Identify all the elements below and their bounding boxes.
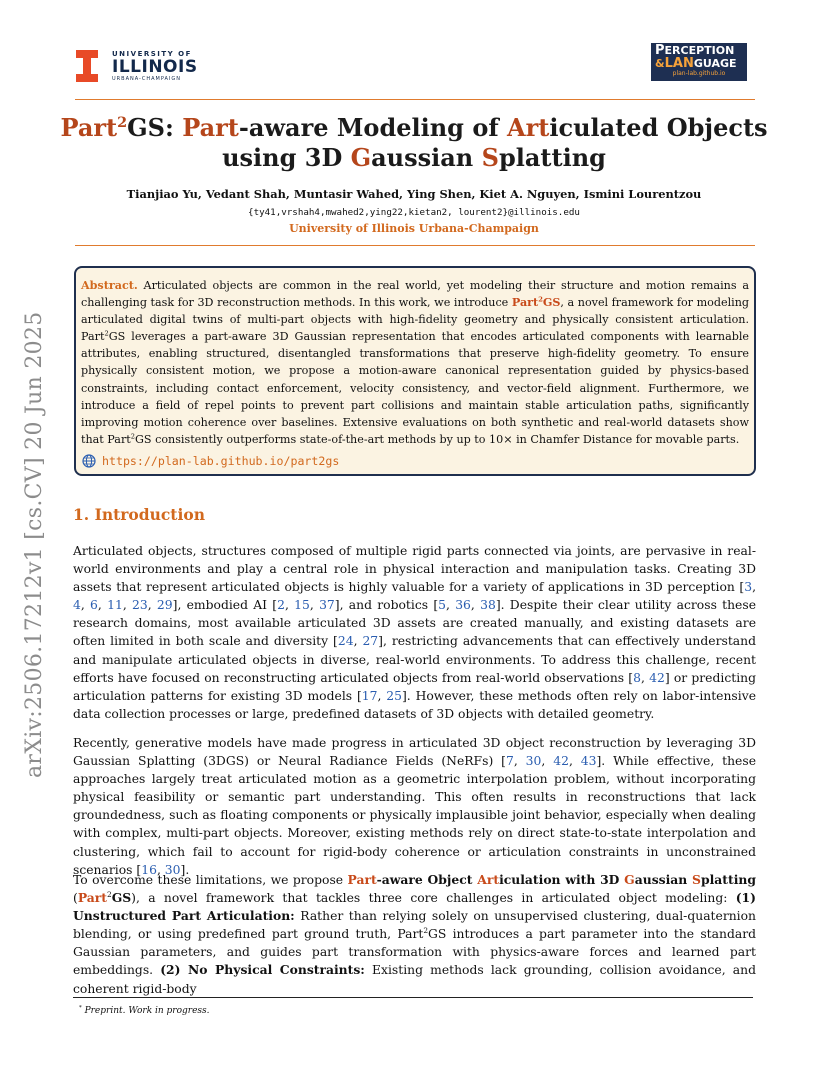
footnote: * Preprint. Work in progress. — [79, 1005, 210, 1016]
highlighted-text: Part — [347, 872, 377, 887]
paragraph-text: , — [353, 634, 363, 649]
paragraph-text: ] or predicting articulation patterns for existing 3D models [ — [73, 670, 756, 703]
abstract-label: Abstract. — [81, 279, 138, 292]
arxiv-identifier[interactable]: arXiv:2506.17212v1 [cs.CV] 20 Jun 2025 — [22, 311, 47, 778]
bold-text: platting — [700, 872, 756, 887]
citation-link[interactable]: 42 — [553, 754, 569, 769]
author-emails[interactable]: {ty41,vrshah4,mwahed2,ying22,kietan2, lourent2}@illinois.edu — [248, 207, 580, 218]
paragraph-text: , — [309, 598, 320, 613]
highlighted-text: Art — [477, 872, 500, 887]
uiuc-line3: URBANA-CHAMPAIGN — [112, 76, 182, 82]
uiuc-line1: UNIVERSITY OF — [112, 50, 192, 58]
paragraph-text: ), a novel framework that tackles three core challenges in articulated object modeling: — [131, 891, 736, 906]
paragraph-text: ], and robotics [ — [334, 598, 439, 613]
citation-link[interactable]: 36 — [455, 598, 471, 613]
citation-link[interactable]: 42 — [649, 670, 665, 685]
block-i-icon — [76, 50, 98, 82]
paragraph-text: , — [147, 598, 157, 613]
university-of-illinois-logo — [76, 48, 216, 88]
bold-text: (2) No Physical Constraints: — [160, 962, 365, 978]
citation-link[interactable]: 17 — [361, 688, 378, 703]
citation-link[interactable]: 2 — [277, 598, 285, 613]
citation-link[interactable]: 11 — [107, 598, 123, 613]
uiuc-wordmark — [112, 50, 198, 82]
citation-link[interactable]: 3 — [744, 580, 753, 595]
paragraph-text: , — [541, 754, 554, 769]
citation-link[interactable]: 29 — [156, 598, 173, 613]
paragraph-text: ]. However, these methods often rely on labor-intensive data collection processes or large, predefined datasets of 3D objects with detailed geometry. — [73, 688, 756, 721]
intro-paragraph-1 — [73, 542, 756, 723]
citation-link[interactable]: 24 — [337, 634, 354, 649]
globe-icon — [82, 454, 96, 468]
citation-link[interactable]: 4 — [73, 598, 81, 613]
citation-link[interactable]: 27 — [362, 634, 379, 649]
paragraph-text: , — [470, 598, 481, 613]
project-url-link[interactable] — [82, 454, 339, 468]
paragraph-text: Recently, generative models have made progress in articulated 3D object reconstruction by leveraging 3D Gaussian Splatting (3DGS) or Neural Radiance Fields (NeRFs) [ — [73, 736, 756, 769]
highlighted-text: G — [624, 872, 635, 887]
paragraph-text: GS introduces a part parameter into the standard Gaussian parameters, and guides part transformation with physics-aware forces and learned part embeddings. — [73, 927, 757, 978]
paragraph-text: , — [513, 754, 526, 769]
paragraph-text: Articulated objects, structures composed of multiple rigid parts connected via joints, are pervasive in real-world environments and play a central role in physical interaction and manipulation tasks. Creating 3D assets that represent articulated objects is highly valuable for a variety of applications in 3D perception [ — [73, 544, 756, 595]
citation-link[interactable]: 8 — [633, 670, 641, 685]
paragraph-text: , — [80, 598, 91, 613]
superscript: 2 — [106, 889, 112, 899]
paragraph-text: , — [97, 598, 108, 613]
pl-logo-line1: PERCEPTION — [655, 43, 735, 58]
paragraph-text: Existing methods lack grounding, collision avoidance, and coherent rigid-body — [73, 963, 756, 996]
highlighted-text: Part — [77, 890, 107, 906]
citation-link[interactable]: 7 — [505, 754, 514, 769]
superscript: 2 — [423, 926, 429, 936]
paragraph-text: , — [446, 598, 456, 613]
highlighted-text: S — [692, 872, 701, 887]
bold-text: GS — [111, 890, 132, 906]
header-divider — [75, 99, 755, 100]
abstract-text: Abstract. Articulated objects are common in the real world, yet modeling their structure and motion remains a challenging task for 3D reconstruction methods. In this work, we introduce Part$^2$GS, a novel framework for modeling articulated digital twins of multi-part objects with high-fidelity geometry and physically consistent articulation. Part$^2$GS leverages a part-aware 3D Gaussian representation that encodes articulated components with learnable attributes, enabling structured, disentangled transformations that preserve high-fidelity geometry. To ensure physically consistent motion, we propose a motion-aware canonical representation guided by physics-based constraints, including contact enforcement, velocity consistency, and vector-field alignment. Furthermore, we introduce a field of repel points to prevent part collisions and maintain stable articulation paths, significantly improving motion coherence over baselines. Extensive evaluations on both synthetic and real-world datasets show that Part$^2$GS consistently outperforms state-of-the-art methods by up to 10× in Chamfer Distance for movable parts. — [81, 279, 750, 446]
paragraph-text: ]. While effective, these approaches largely treat articulated motion as a geometric interpolation problem, without incorporating physical feasibility or semantic part understanding. This often results in reconstructions that lack groundedness, such as floating components or physically implausible joint behavior, especially when dealing with complex, multi-part objects. Moreover, existing methods rely on direct state-to-state interpolation and clustering, which fail to account for rigid-body coherence or articulation constraints in unconstrained scenarios [ — [73, 754, 756, 877]
paragraph-text: ]. Despite their clear utility across these research domains, most available articulated 3D assets are created manually, and existing datasets are often limited in both scale and diversity [ — [73, 598, 757, 649]
affiliation: University of Illinois Urbana-Champaign — [289, 222, 539, 235]
bold-text: aussian — [634, 872, 693, 887]
bold-text: iculation with 3D — [499, 872, 625, 887]
citation-link[interactable]: 16 — [141, 862, 157, 877]
citation-link[interactable]: 30 — [164, 862, 181, 877]
citation-link[interactable]: 38 — [480, 598, 496, 613]
citation-link[interactable]: 6 — [90, 598, 98, 613]
citation-link[interactable]: 5 — [438, 598, 446, 613]
bold-text: (1) Unstructured Part Articulation: — [73, 890, 756, 924]
citation-link[interactable]: 15 — [294, 598, 310, 613]
citation-link[interactable]: 30 — [525, 754, 542, 769]
project-url-text[interactable]: https://plan-lab.github.io/part2gs — [102, 454, 340, 468]
paragraph-text: , — [641, 670, 650, 685]
section-heading-introduction: 1. Introduction — [73, 505, 205, 524]
footnote-divider — [73, 997, 753, 998]
paragraph-text: , — [284, 598, 295, 613]
pl-logo-url: plan-lab.github.io — [672, 70, 726, 77]
paragraph-text: ], embodied AI [ — [172, 598, 278, 613]
paragraph-text: , — [377, 688, 387, 703]
uiuc-line2: ILLINOIS — [112, 57, 198, 77]
author-list: Tianjiao Yu, Vedant Shah, Muntasir Wahed, Ying Shen, Kiet A. Nguyen, Ismini Lourentzou — [126, 187, 702, 201]
paragraph-text: Rather than relying solely on unsupervised clustering, dual-quaternion blending, or using predefined part ground truth, Part — [73, 909, 756, 942]
paragraph-text: , — [122, 598, 132, 613]
citation-link[interactable]: 25 — [386, 688, 402, 703]
citation-link[interactable]: 23 — [132, 598, 148, 613]
paragraph-text: ( — [73, 891, 78, 906]
pl-logo-line2: &LANGUAGE — [655, 56, 737, 71]
citation-link[interactable]: 37 — [319, 598, 335, 613]
title-divider — [75, 245, 755, 246]
paper-title: Part$^2$GS: Part-aware Modeling of Articulated Objects using 3D Gaussian Splatting — [60, 113, 768, 172]
bold-text: -aware Object — [376, 872, 478, 887]
intro-paragraph-3 — [73, 871, 756, 998]
paragraph-text: , — [568, 754, 581, 769]
paragraph-text: ], restricting advancements that can effectively understand and manipulate articulated objects in diverse, real-world environments. To address this challenge, recent efforts have focused on reconstructing articulated objects from real-world observations [ — [73, 634, 756, 685]
paragraph-text: , — [752, 580, 756, 595]
paragraph-text: ]. — [180, 862, 190, 877]
citation-link[interactable]: 43 — [580, 754, 597, 769]
paragraph-text: , — [156, 862, 165, 877]
intro-paragraph-2 — [73, 734, 756, 879]
perception-language-lab-logo — [651, 43, 747, 81]
paragraph-text: To overcome these limitations, we propose — [73, 873, 348, 887]
